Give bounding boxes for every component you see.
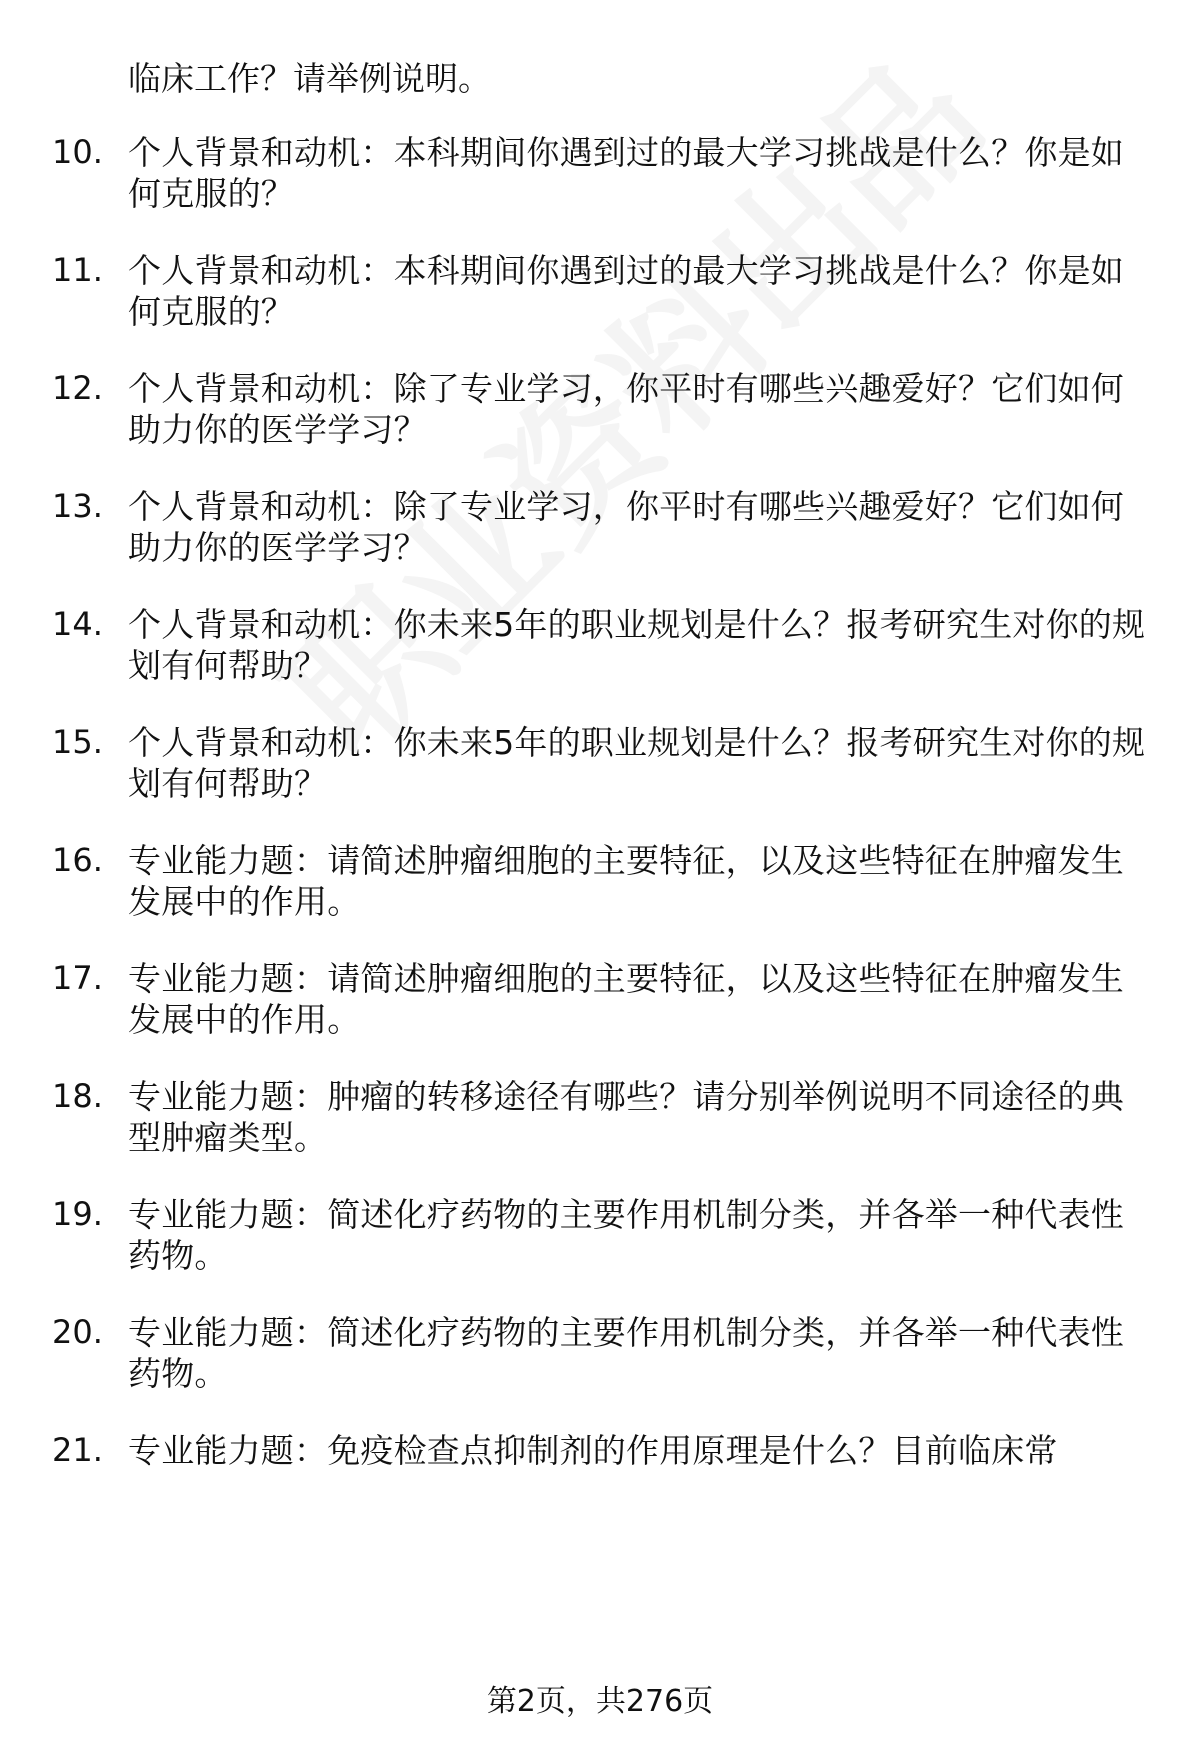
question-text: 个人背景和动机：除了专业学习，你平时有哪些兴趣爱好？它们如何助力你的医学学习？: [128, 369, 1124, 449]
question-number: 14.: [52, 605, 103, 643]
question-number: 11.: [52, 251, 103, 289]
question-number: 18.: [52, 1077, 103, 1115]
question-text: 个人背景和动机：你未来5年的职业规划是什么？报考研究生对你的规划有何帮助？: [128, 605, 1146, 685]
question-number: 20.: [52, 1313, 103, 1351]
question-text: 专业能力题：简述化疗药物的主要作用机制分类，并各举一种代表性药物。: [128, 1313, 1124, 1393]
question-text: 专业能力题：简述化疗药物的主要作用机制分类，并各举一种代表性药物。: [128, 1195, 1124, 1275]
question-text: 专业能力题：请简述肿瘤细胞的主要特征，以及这些特征在肿瘤发生发展中的作用。: [128, 841, 1124, 921]
question-number: 19.: [52, 1195, 103, 1233]
question-number: 21.: [52, 1431, 103, 1469]
question-number: 10.: [52, 133, 103, 171]
question-text: 个人背景和动机：本科期间你遇到过的最大学习挑战是什么？你是如何克服的？: [128, 133, 1124, 213]
continuation-line: 临床工作？请举例说明。: [128, 59, 491, 98]
question-number: 17.: [52, 959, 103, 997]
question-text: 专业能力题：免疫检查点抑制剂的作用原理是什么？目前临床常: [128, 1431, 1058, 1470]
question-number: 13.: [52, 487, 103, 525]
question-text: 个人背景和动机：除了专业学习，你平时有哪些兴趣爱好？它们如何助力你的医学学习？: [128, 487, 1124, 567]
question-text: 专业能力题：肿瘤的转移途径有哪些？请分别举例说明不同途径的典型肿瘤类型。: [128, 1077, 1124, 1157]
question-number: 12.: [52, 369, 103, 407]
question-text: 个人背景和动机：本科期间你遇到过的最大学习挑战是什么？你是如何克服的？: [128, 251, 1124, 331]
question-text: 专业能力题：请简述肿瘤细胞的主要特征，以及这些特征在肿瘤发生发展中的作用。: [128, 959, 1124, 1039]
page-footer: 第2页，共276页: [486, 1684, 714, 1719]
question-number: 15.: [52, 723, 103, 761]
question-text: 个人背景和动机：你未来5年的职业规划是什么？报考研究生对你的规划有何帮助？: [128, 723, 1146, 803]
question-number: 16.: [52, 841, 103, 879]
